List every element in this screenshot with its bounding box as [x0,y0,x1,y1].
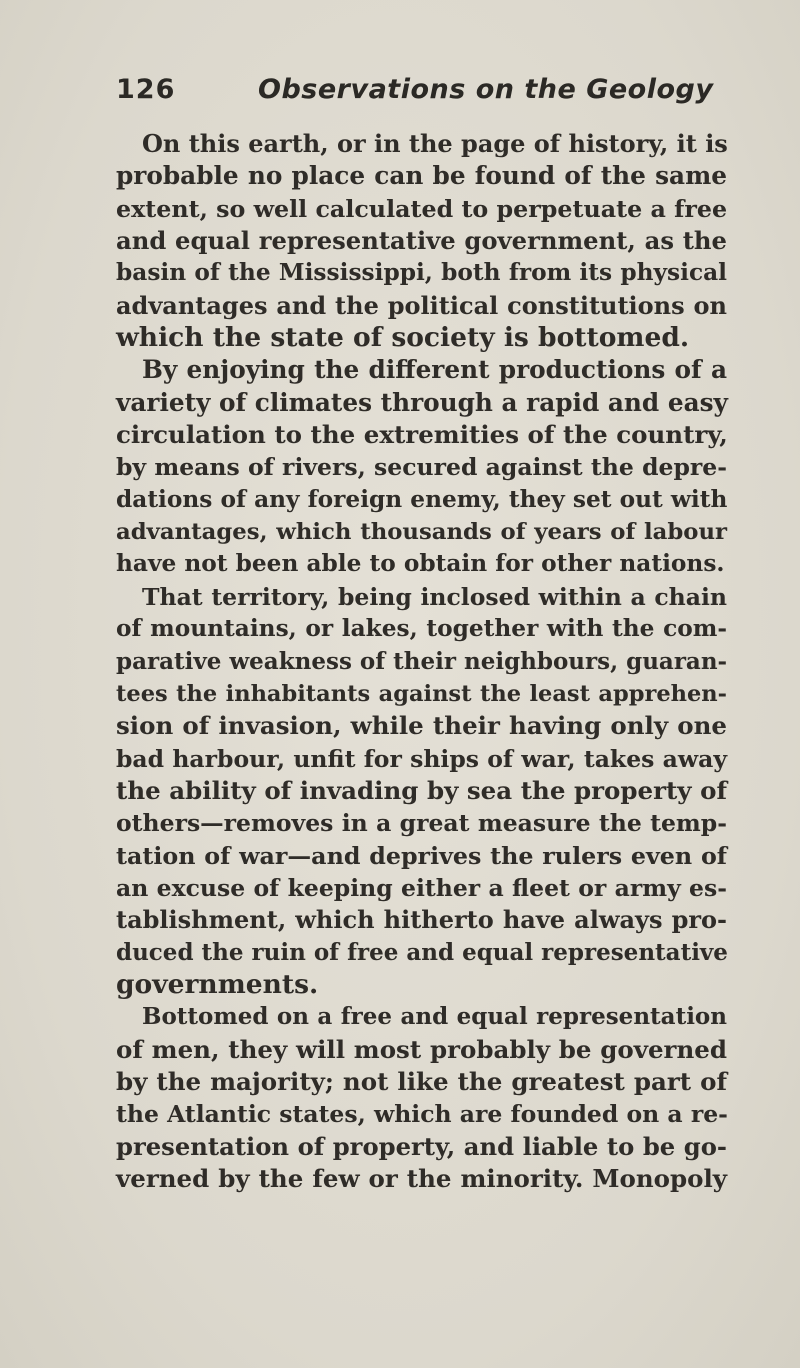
text-line: an excuse of keeping either a fleet or army es- [116,873,727,902]
text-line: circulation to the extremities of the country, [116,420,728,450]
text-line: the ability of invading by sea the property of [116,775,727,805]
text-line: by means of rivers, secured against the depre- [116,453,727,482]
text-line: presentation of property, and liable to be go- [116,1131,727,1161]
text-line: extent, so well calculated to perpetuate a free [116,194,728,223]
text-line: bad harbour, unfit for ships of war, takes away [116,744,727,773]
text-line: advantages and the political constitutions on [116,290,727,320]
text-line: which the state of society is bottomed. [116,322,690,354]
text-line: others—removes in a great measure the temp- [116,809,727,838]
text-line: variety of climates through a rapid and easy [116,387,728,417]
text-line: the Atlantic states, which are founded on a re- [116,1100,728,1129]
text-line: of mountains, or lakes, together with the com- [116,615,727,643]
text-line: have not been able to obtain for other nations. [116,550,725,578]
text-line: Bottomed on a free and equal representation [142,1003,727,1031]
text-line: On this earth, or in the page of history, it is [142,129,728,158]
text-line: governments. [116,968,319,1000]
text-line: sion of invasion, while their having only one [116,711,727,741]
text-line: tablishment, which hitherto have always pro- [116,905,727,935]
text-line: by the majority; not like the greatest part of [116,1066,727,1096]
text-line: verned by the few or the minority. Monopoly [116,1164,727,1193]
text-line: basin of the Mississippi, both from its physical [116,259,727,287]
text-line: That territory, being inclosed within a chain [142,582,727,611]
text-line: and equal representative government, as the [116,226,727,256]
body-text [116,128,727,1195]
text-line: By enjoying the different productions of a [142,355,727,385]
text-line: of men, they will most probably be governed [116,1034,727,1064]
text-line: duced the ruin of free and equal representative [116,938,728,966]
text-line: probable no place can be found of the same [116,161,727,191]
text-line: dations of any foreign enemy, they set out with [116,485,728,513]
page-number: 126 [116,74,176,105]
text-line: tation of war—and deprives the rulers even of [116,841,727,870]
text-line: tees the inhabitants against the least apprehen- [116,680,727,707]
text-line: parative weakness of their neighbours, guaran- [116,647,728,675]
page-header [116,74,716,118]
text-line: advantages, which thousands of years of labour [116,519,727,546]
running-head: Observations on the Geology [258,74,714,105]
